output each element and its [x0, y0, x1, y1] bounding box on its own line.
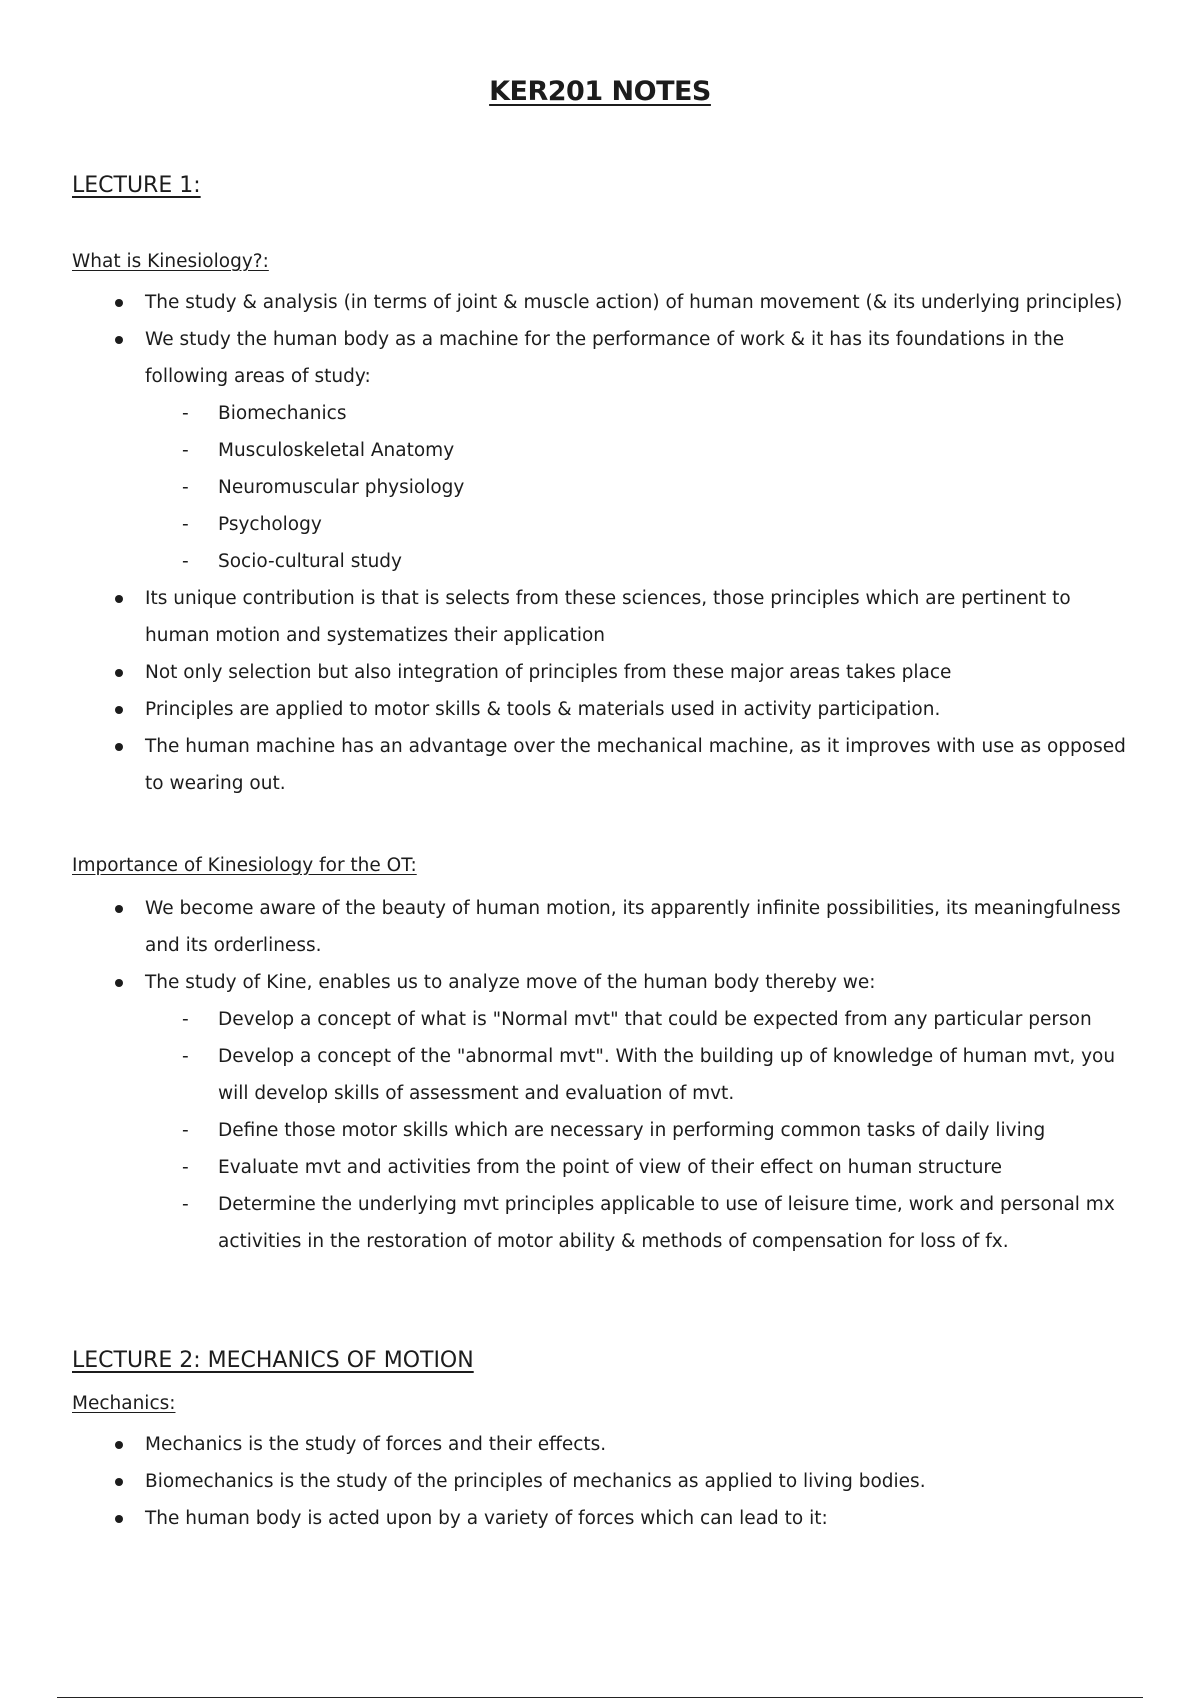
- list-item: The human machine has an advantage over the mechanical machine, as it improves with use as opposed to wearing out.: [145, 728, 1135, 802]
- lecture-2-heading: LECTURE 2: MECHANICS OF MOTION: [72, 1348, 474, 1373]
- mechanics-list: [145, 1426, 1135, 1537]
- list-item: Mechanics is the study of forces and their effects.: [145, 1426, 1135, 1463]
- sub-list-item: - Biomechanics: [218, 395, 1135, 432]
- sub-list-item: - Socio-cultural study: [218, 543, 1135, 580]
- footer-divider: [57, 1697, 1143, 1698]
- document-title: KER201 NOTES: [489, 76, 711, 107]
- sub-list-item: - Musculoskeletal Anatomy: [218, 432, 1135, 469]
- list-item: Not only selection but also integration of principles from these major areas takes place: [145, 654, 1135, 691]
- sub-list-item: - Determine the underlying mvt principles applicable to use of leisure time, work and personal mx activities in the restoration of motor ability & methods of compensation for loss of fx.: [218, 1186, 1135, 1260]
- list-item: We become aware of the beauty of human motion, its apparently infinite possibilities, its meaningfulness and its orderliness.: [145, 890, 1135, 964]
- list-item: The study & analysis (in terms of joint & muscle action) of human movement (& its underlying principles): [145, 284, 1135, 321]
- sub-list-item: - Neuromuscular physiology: [218, 469, 1135, 506]
- list-item: Principles are applied to motor skills & tools & materials used in activity participation.: [145, 691, 1135, 728]
- list-item: Biomechanics is the study of the principles of mechanics as applied to living bodies.: [145, 1463, 1135, 1500]
- lecture-1-heading: LECTURE 1:: [72, 173, 201, 198]
- what-is-kinesiology-heading: What is Kinesiology?:: [72, 251, 269, 272]
- sub-list-item: - Evaluate mvt and activities from the point of view of their effect on human structure: [218, 1149, 1135, 1186]
- importance-heading: Importance of Kinesiology for the OT:: [72, 855, 417, 876]
- list-item: We study the human body as a machine for the performance of work & it has its foundations in the following areas of study: - Biomechanics - Musculoskeletal Anatomy - Neuromuscular physiology - Psychology - Socio-cultural study: [145, 321, 1135, 580]
- areas-of-study-list: [145, 395, 1135, 580]
- sub-list-item: - Develop a concept of the "abnormal mvt". With the building up of knowledge of human mvt, you will develop skills of assessment and evaluation of mvt.: [218, 1038, 1135, 1112]
- list-item: The study of Kine, enables us to analyze move of the human body thereby we: - Develop a concept of what is "Normal mvt" that could be expected from any particular person - Develop a concept of the "abnormal mvt". With the building up of knowledge of human mvt, you will develop skills of assessment and evaluation of mvt. - Define those motor skills which are necessary in performing common tasks of daily living - Evaluate mvt and activities from the point of view of their effect on human structure - Determine the underlying mvt principles applicable to use of leisure time, work and personal mx activities in the restoration of motor ability & methods of compensation for loss of fx.: [145, 964, 1135, 1260]
- list-item: Its unique contribution is that is selects from these sciences, those principles which are pertinent to human motion and systematizes their application: [145, 580, 1135, 654]
- mechanics-heading: Mechanics:: [72, 1393, 176, 1414]
- analysis-outcomes-list: [145, 1001, 1135, 1260]
- list-item: The human body is acted upon by a variety of forces which can lead to it:: [145, 1500, 1135, 1537]
- importance-list: [145, 890, 1135, 1260]
- what-is-kinesiology-list: [145, 284, 1135, 802]
- sub-list-item: - Define those motor skills which are necessary in performing common tasks of daily living: [218, 1112, 1135, 1149]
- sub-list-item: - Develop a concept of what is "Normal mvt" that could be expected from any particular person: [218, 1001, 1135, 1038]
- sub-list-item: - Psychology: [218, 506, 1135, 543]
